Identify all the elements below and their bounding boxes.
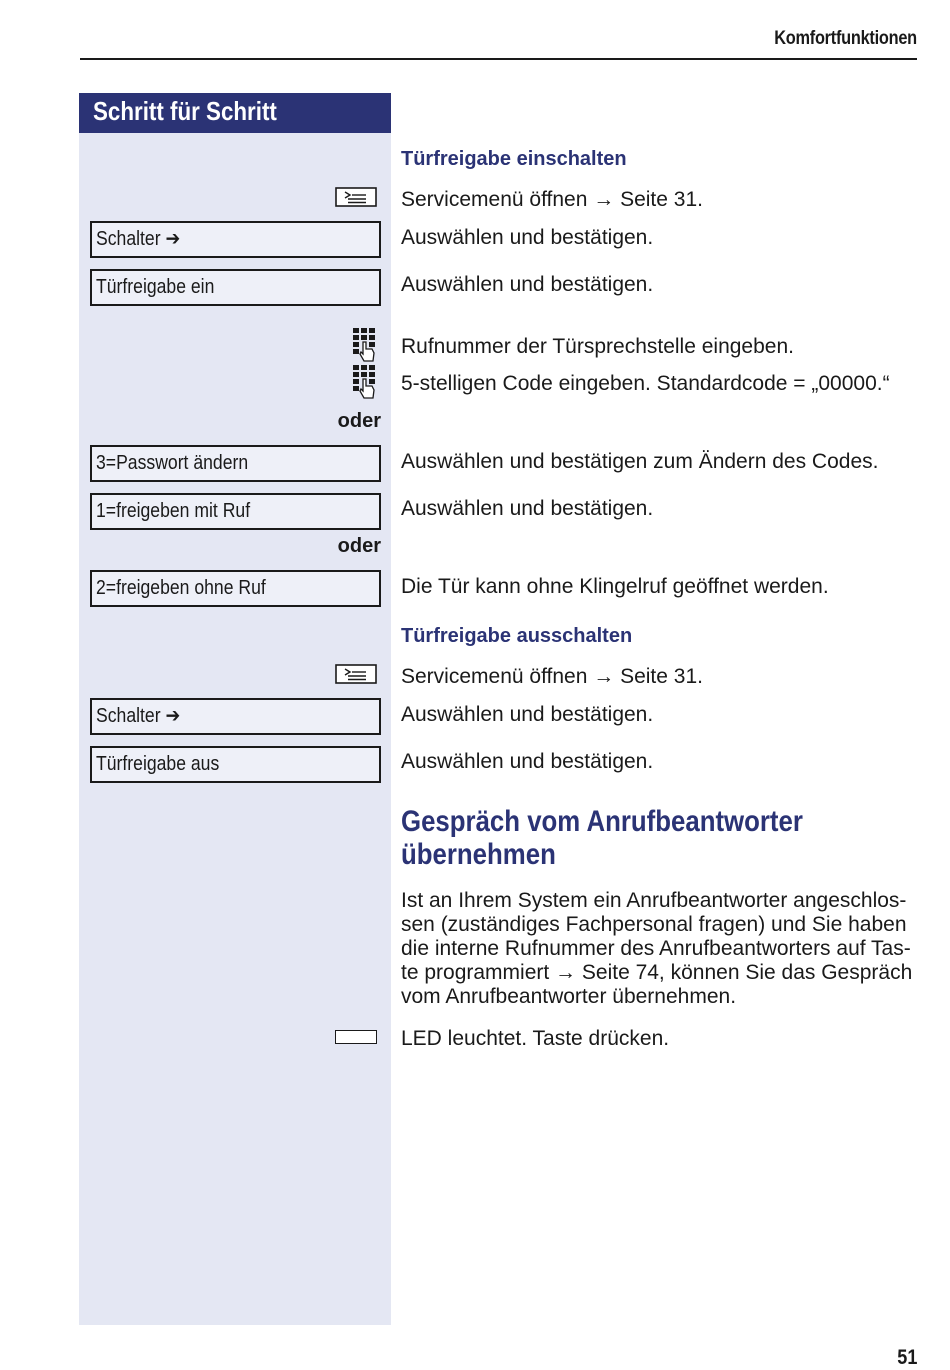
step-text: Auswählen und bestätigen.	[401, 273, 654, 296]
subsection-title-door-release-off: Türfreigabe ausschalten	[401, 625, 633, 647]
step-text: Auswählen und bestätigen.	[401, 703, 654, 726]
service-menu-key-icon	[335, 187, 377, 207]
step-text: Auswählen und bestätigen.	[401, 750, 654, 773]
step-text: Auswählen und bestätigen zum Ändern des Codes.	[401, 450, 879, 473]
display-option-switch[interactable]: Schalter ➔	[90, 221, 381, 258]
running-head: Komfortfunktionen	[774, 28, 917, 49]
sidebar-title: Schritt für Schritt	[79, 93, 391, 133]
service-menu-key-icon	[335, 664, 377, 684]
or-label: oder	[337, 410, 381, 432]
display-option-switch[interactable]: Schalter ➔	[90, 698, 381, 735]
section-title: Gespräch vom Anrufbeantworter übernehmen	[401, 805, 803, 871]
display-option-door-release-on[interactable]: Türfreigabe ein	[90, 269, 381, 306]
step-text: Auswählen und bestätigen.	[401, 226, 654, 249]
display-option-door-release-off[interactable]: Türfreigabe aus	[90, 746, 381, 783]
page-number: 51	[896, 1346, 917, 1369]
display-option-release-without-ring[interactable]: 2=freigeben ohne Ruf	[90, 570, 381, 607]
step-text: LED leuchtet. Taste drücken.	[401, 1027, 670, 1050]
step-text: Rufnummer der Türsprechstelle eingeben.	[401, 335, 794, 358]
step-text: Auswählen und bestätigen.	[401, 497, 654, 520]
subsection-title-door-release-on: Türfreigabe einschalten	[401, 148, 627, 170]
step-text: Servicemenü öffnen → Seite 31.	[401, 188, 703, 211]
dial-keypad-icon	[352, 327, 378, 363]
step-text: Servicemenü öffnen → Seite 31.	[401, 665, 703, 688]
display-option-change-password[interactable]: 3=Passwort ändern	[90, 445, 381, 482]
step-text: 5-stelligen Code eingeben. Standardcode = „00000.“	[401, 372, 890, 395]
header-rule	[80, 58, 917, 60]
dial-keypad-icon	[352, 364, 378, 400]
display-option-release-with-ring[interactable]: 1=freigeben mit Ruf	[90, 493, 381, 530]
section-paragraph: Ist an Ihrem System ein Anrufbeantworter angeschlos- sen (zuständiges Fachpersonal fragen) und Sie haben die interne Rufnummer des Anrufbeantworters auf Tas- te programmiert → Seite 74, können Sie das Gespräch vom Anrufbeantworter übernehmen.	[401, 889, 913, 1008]
step-text: Die Tür kann ohne Klingelruf geöffnet werden.	[401, 575, 829, 598]
programmable-key-icon	[335, 1030, 377, 1044]
or-label: oder	[337, 535, 381, 557]
